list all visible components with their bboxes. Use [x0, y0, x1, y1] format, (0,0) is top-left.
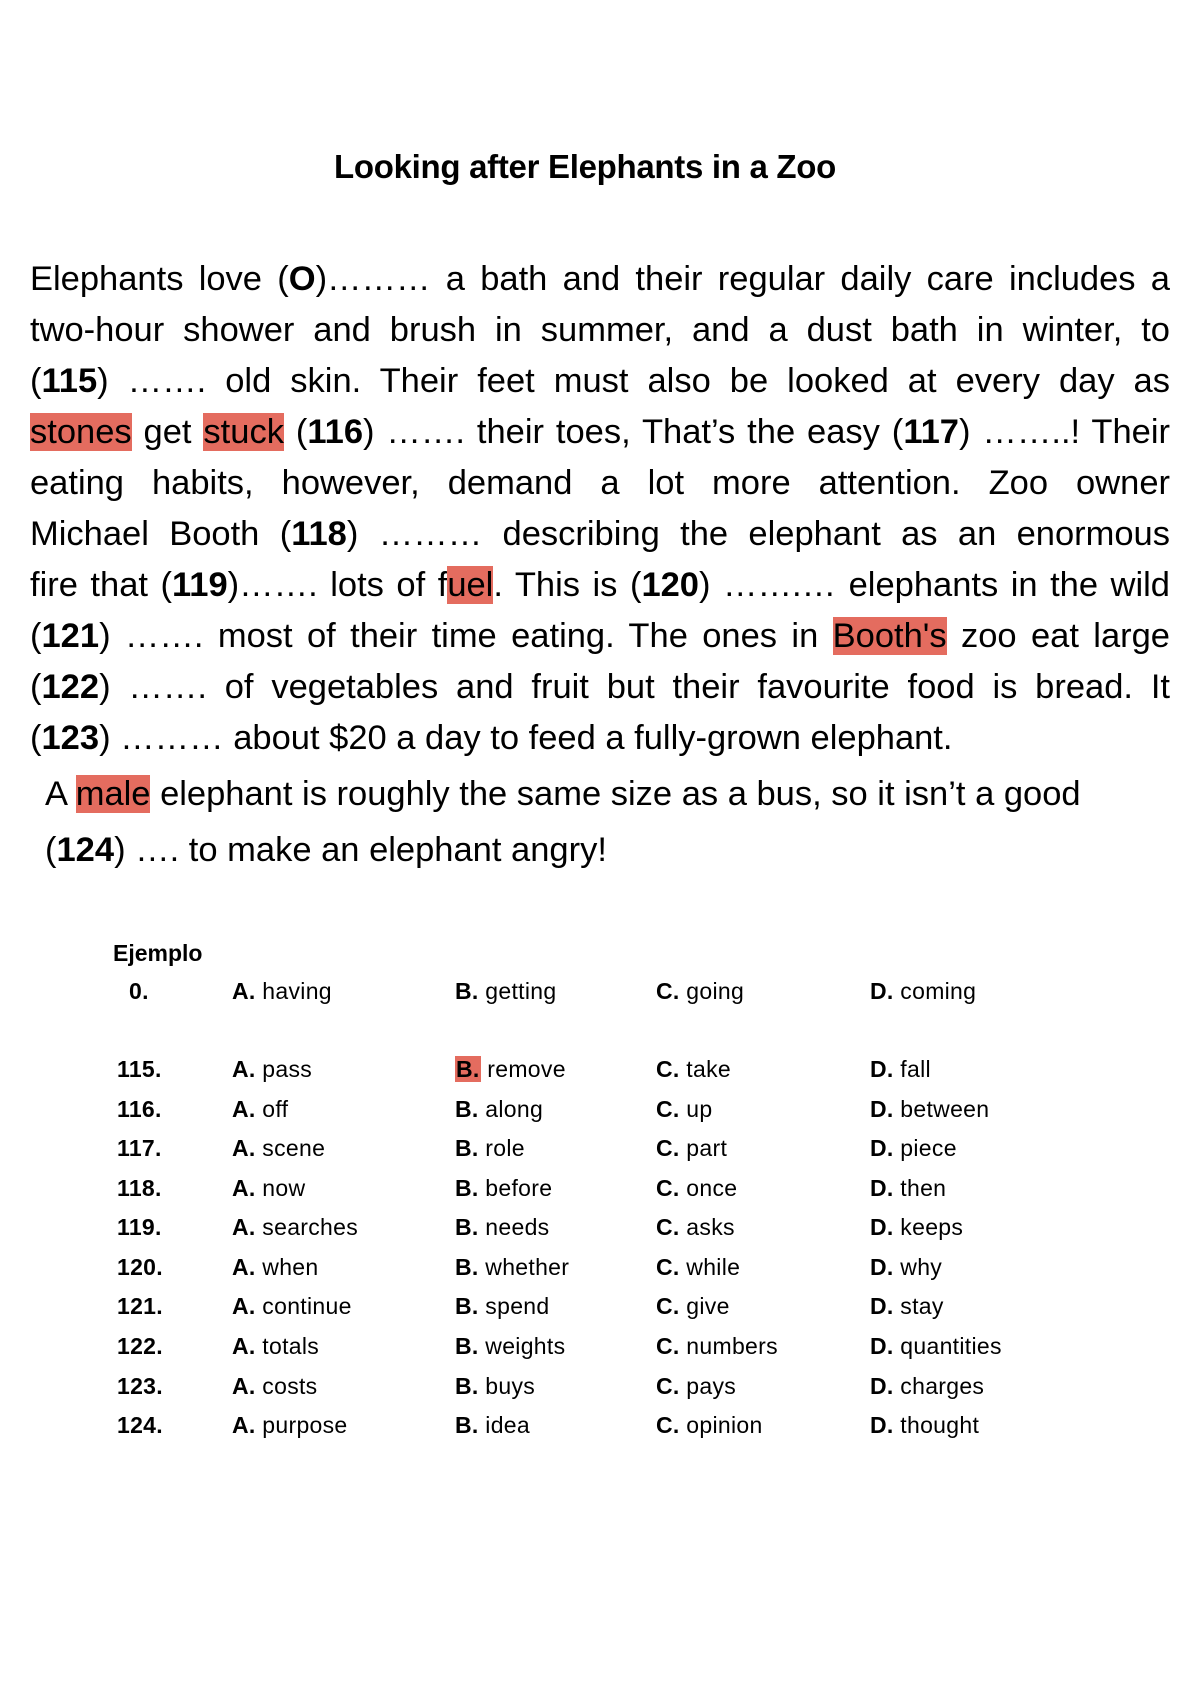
option-text: thought — [893, 1412, 980, 1438]
option-a — [232, 1412, 348, 1439]
option-c — [656, 1412, 763, 1439]
option-text: when — [255, 1254, 319, 1280]
option-text: costs — [255, 1373, 318, 1399]
option-letter: D. — [870, 1135, 894, 1161]
highlight-stones: stones — [30, 413, 132, 451]
option-text: weights — [478, 1333, 566, 1359]
option-c — [656, 1175, 737, 1202]
option-c — [656, 1333, 778, 1360]
option-letter: D. — [870, 1412, 894, 1438]
option-text: charges — [893, 1373, 985, 1399]
option-d — [870, 1373, 984, 1400]
option-text: pays — [679, 1373, 737, 1399]
option-text: give — [679, 1293, 730, 1319]
option-letter: C. — [656, 1056, 680, 1082]
passage-line-9: (122) ……. of vegetables and fruit but their favourite food is bread. It — [30, 668, 1170, 706]
option-letter: C. — [656, 1293, 680, 1319]
option-a — [232, 978, 332, 1005]
option-a — [232, 1254, 318, 1281]
option-letter: A. — [232, 1214, 256, 1240]
option-text: having — [255, 978, 332, 1004]
option-d — [870, 1175, 946, 1202]
option-text: fall — [893, 1056, 931, 1082]
option-letter: C. — [656, 1175, 680, 1201]
option-letter: C. — [656, 978, 680, 1004]
highlight-stuck: stuck — [203, 413, 284, 451]
option-text: while — [679, 1254, 741, 1280]
option-letter: C. — [656, 1214, 680, 1240]
option-b — [455, 1056, 566, 1083]
option-a — [232, 1175, 305, 1202]
option-text: numbers — [679, 1333, 778, 1359]
passage-line-10: (123) ……… about $20 a day to feed a fully-grown elephant. — [30, 719, 953, 757]
passage-line-4: stones get stuck (116) ……. their toes, That’s the easy (117) ……..! Their — [30, 413, 1171, 451]
option-text: before — [478, 1175, 553, 1201]
option-c — [656, 1096, 712, 1123]
option-text: why — [893, 1254, 943, 1280]
option-a — [232, 1135, 325, 1162]
option-d — [870, 978, 976, 1005]
option-row — [0, 1412, 1200, 1446]
option-text: keeps — [893, 1214, 964, 1240]
option-letter: A. — [232, 978, 256, 1004]
question-number: 124. — [117, 1412, 163, 1438]
question-number: 119. — [117, 1214, 162, 1240]
option-letter: B. — [455, 1293, 479, 1319]
option-b — [455, 1254, 569, 1281]
passage2-line-1: A male elephant is roughly the same size as a bus, so it isn’t a good — [45, 775, 1081, 813]
option-letter: C. — [656, 1135, 680, 1161]
question-number: 117. — [117, 1135, 162, 1161]
option-row — [0, 1333, 1200, 1367]
option-letter: D. — [870, 1254, 894, 1280]
option-letter: B. — [455, 1254, 479, 1280]
option-letter: A. — [232, 1412, 256, 1438]
option-text: opinion — [679, 1412, 763, 1438]
option-letter: D. — [870, 1056, 894, 1082]
option-text: off — [255, 1096, 289, 1122]
option-d — [870, 1333, 1002, 1360]
option-letter: A. — [232, 1254, 256, 1280]
option-letter: C. — [656, 1412, 680, 1438]
option-text: role — [478, 1135, 525, 1161]
option-text: quantities — [893, 1333, 1002, 1359]
option-letter: C. — [656, 1373, 680, 1399]
option-text: purpose — [255, 1412, 348, 1438]
option-d — [870, 1412, 979, 1439]
passage-line-8: (121) ……. most of their time eating. The ones in Booth's zoo eat large — [30, 617, 1170, 655]
option-letter: C. — [656, 1096, 680, 1122]
passage-line-5: eating habits, however, demand a lot more attention. Zoo owner — [30, 464, 1170, 502]
option-c — [656, 1214, 735, 1241]
option-text: whether — [478, 1254, 570, 1280]
option-d — [870, 1096, 989, 1123]
option-d — [870, 1254, 942, 1281]
option-text: buys — [478, 1373, 536, 1399]
option-text: going — [679, 978, 745, 1004]
option-d — [870, 1135, 957, 1162]
option-text: between — [893, 1096, 990, 1122]
option-b — [455, 1412, 530, 1439]
option-a — [232, 1056, 312, 1083]
option-letter: D. — [870, 978, 894, 1004]
option-b — [455, 1214, 549, 1241]
highlight-booths: Booth's — [832, 617, 947, 655]
option-letter: C. — [656, 1333, 680, 1359]
option-letter: B. — [455, 1096, 479, 1122]
option-text: asks — [679, 1214, 735, 1240]
option-b — [455, 1373, 535, 1400]
option-letter: A. — [232, 1293, 256, 1319]
page-title: Looking after Elephants in a Zoo — [334, 148, 836, 185]
option-row — [0, 1175, 1200, 1209]
option-row — [0, 1096, 1200, 1130]
option-row — [0, 1135, 1200, 1169]
option-row — [0, 1254, 1200, 1288]
option-letter: D. — [870, 1096, 894, 1122]
question-number: 0. — [129, 978, 149, 1004]
passage — [30, 254, 1170, 764]
option-text: remove — [480, 1056, 566, 1082]
option-letter: A. — [232, 1333, 256, 1359]
option-row — [0, 1214, 1200, 1248]
option-letter: A. — [232, 1373, 256, 1399]
option-letter: B. — [455, 1135, 479, 1161]
option-text: getting — [478, 978, 557, 1004]
option-b — [455, 1175, 552, 1202]
option-a — [232, 1373, 317, 1400]
option-d — [870, 1056, 931, 1083]
option-text: needs — [478, 1214, 550, 1240]
option-letter: B. — [455, 1373, 479, 1399]
option-a — [232, 1096, 288, 1123]
passage-line-2: two-hour shower and brush in summer, and a dust bath in winter, to — [30, 311, 1170, 349]
option-letter: B. — [455, 1175, 479, 1201]
question-number: 121. — [117, 1293, 163, 1319]
question-number: 116. — [117, 1096, 162, 1122]
question-number: 123. — [117, 1373, 163, 1399]
question-number: 122. — [117, 1333, 163, 1359]
option-a — [232, 1293, 352, 1320]
option-a — [232, 1214, 358, 1241]
passage2-line-2: (124) …. to make an elephant angry! — [45, 831, 607, 869]
option-letter: B. — [455, 1333, 479, 1359]
option-b — [455, 1135, 525, 1162]
option-row — [0, 978, 1200, 1012]
passage-line-6: Michael Booth (118) ……… describing the elephant as an enormous — [30, 515, 1170, 553]
option-b — [455, 1096, 543, 1123]
option-letter: D. — [870, 1293, 894, 1319]
passage-line-7: fire that (119)……. lots of fuel. This is (120) …….… elephants in the wild — [30, 566, 1170, 604]
option-letter: A. — [232, 1135, 256, 1161]
option-text: searches — [255, 1214, 359, 1240]
option-c — [656, 1135, 727, 1162]
passage-line-3: (115) ……. old skin. Their feet must also be looked at every day as — [30, 362, 1170, 400]
option-letter: D. — [870, 1175, 894, 1201]
option-text: spend — [478, 1293, 550, 1319]
option-text: part — [679, 1135, 728, 1161]
option-letter: B. — [456, 1056, 480, 1082]
option-letter: C. — [656, 1254, 680, 1280]
passage-line-1: Elephants love (O)……… a bath and their regular daily care includes a — [30, 260, 1170, 298]
highlight-male: male — [75, 775, 151, 813]
option-letter: A. — [232, 1096, 256, 1122]
option-text: stay — [893, 1293, 944, 1319]
option-text: scene — [255, 1135, 326, 1161]
option-row — [0, 1056, 1200, 1090]
question-number: 115. — [117, 1056, 162, 1082]
option-c — [656, 1293, 730, 1320]
option-text: up — [679, 1096, 713, 1122]
option-text: coming — [893, 978, 977, 1004]
option-letter: D. — [870, 1214, 894, 1240]
option-b — [455, 978, 556, 1005]
option-text: continue — [255, 1293, 352, 1319]
option-row — [0, 1373, 1200, 1407]
option-a — [232, 1333, 319, 1360]
option-c — [656, 1254, 740, 1281]
option-row — [0, 1293, 1200, 1327]
option-text: then — [893, 1175, 947, 1201]
option-letter: B. — [455, 1214, 479, 1240]
option-b — [455, 1293, 549, 1320]
example-label: Ejemplo — [113, 940, 203, 966]
option-text: idea — [478, 1412, 530, 1438]
option-text: now — [255, 1175, 306, 1201]
option-letter: A. — [232, 1175, 256, 1201]
option-letter: A. — [232, 1056, 256, 1082]
option-letter: D. — [870, 1333, 894, 1359]
option-letter: B. — [455, 978, 479, 1004]
option-text: piece — [893, 1135, 957, 1161]
option-d — [870, 1293, 944, 1320]
question-number: 118. — [117, 1175, 162, 1201]
option-b — [455, 1333, 565, 1360]
option-text: once — [679, 1175, 738, 1201]
option-letter: B. — [455, 1412, 479, 1438]
option-letter: D. — [870, 1373, 894, 1399]
option-d — [870, 1214, 963, 1241]
option-text: totals — [255, 1333, 320, 1359]
option-text: pass — [255, 1056, 313, 1082]
option-text: take — [679, 1056, 731, 1082]
highlight-uel: uel — [447, 566, 494, 604]
passage-part-2 — [45, 766, 1175, 878]
question-number: 120. — [117, 1254, 163, 1280]
option-c — [656, 978, 744, 1005]
option-c — [656, 1056, 731, 1083]
option-text: along — [478, 1096, 544, 1122]
option-c — [656, 1373, 736, 1400]
